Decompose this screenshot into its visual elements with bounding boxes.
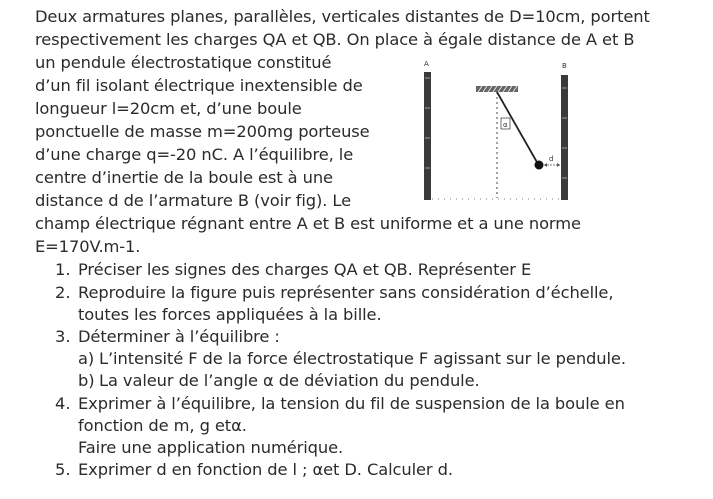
question-4-line-2: fonction de m, g etα. [78,416,247,435]
question-3a-label: a) [78,349,95,368]
intro-line-7: d’une charge q=-20 nC. A l’équilibre, le [35,145,354,164]
plate-a [424,72,431,200]
question-2-line-1: Reproduire la figure puis représenter sans considération d’échelle, [78,283,614,302]
pendulum-ball [535,161,544,170]
question-4-line-1: Exprimer à l’équilibre, la tension du fil de suspension de la boule en [78,394,625,413]
question-5-line-1: Exprimer d en fonction de l ; αet D. Calculer d. [78,460,453,479]
question-3a-text: L’intensité F de la force électrostatique F agissant sur le pendule. [99,349,626,368]
intro-line-11: E=170V.m-1. [35,237,141,256]
distance-label: d [549,155,554,163]
plate-b-label: B [562,62,567,70]
question-3b-label: b) [78,371,95,390]
question-3-number: 3. [55,327,71,346]
intro-line-5: longueur l=20cm et, d’une boule [35,99,302,118]
intro-line-1: Deux armatures planes, parallèles, verticales distantes de D=10cm, portent [35,7,650,26]
plate-a-label: A [424,60,429,68]
question-1-number: 1. [55,260,71,279]
intro-line-6: ponctuelle de masse m=200mg porteuse [35,122,370,141]
intro-line-10: champ électrique régnant entre A et B est uniforme et a une norme [35,214,581,233]
angle-label: α [503,121,508,129]
question-2-line-2: toutes les forces appliquées à la bille. [78,305,382,324]
question-1-line-1: Préciser les signes des charges QA et QB. Représenter E [78,260,532,279]
intro-line-9: distance d de l’armature B (voir fig). Le [35,191,352,210]
question-2-number: 2. [55,283,71,302]
question-3-line-1: Déterminer à l’équilibre : [78,327,280,346]
intro-line-3: un pendule électrostatique constitué [35,53,332,72]
intro-line-2: respectivement les charges QA et QB. On place à égale distance de A et B [35,30,635,49]
intro-line-4: d’un fil isolant électrique inextensible de [35,76,363,95]
plate-b [561,75,568,200]
question-4-line-3: Faire une application numérique. [78,438,344,457]
question-4-number: 4. [55,394,71,413]
question-3b-text: La valeur de l’angle α de déviation du pendule. [99,371,480,390]
intro-line-8: centre d’inertie de la boule est à une [35,168,333,187]
pendulum-figure [410,58,600,203]
question-5-number: 5. [55,460,71,479]
